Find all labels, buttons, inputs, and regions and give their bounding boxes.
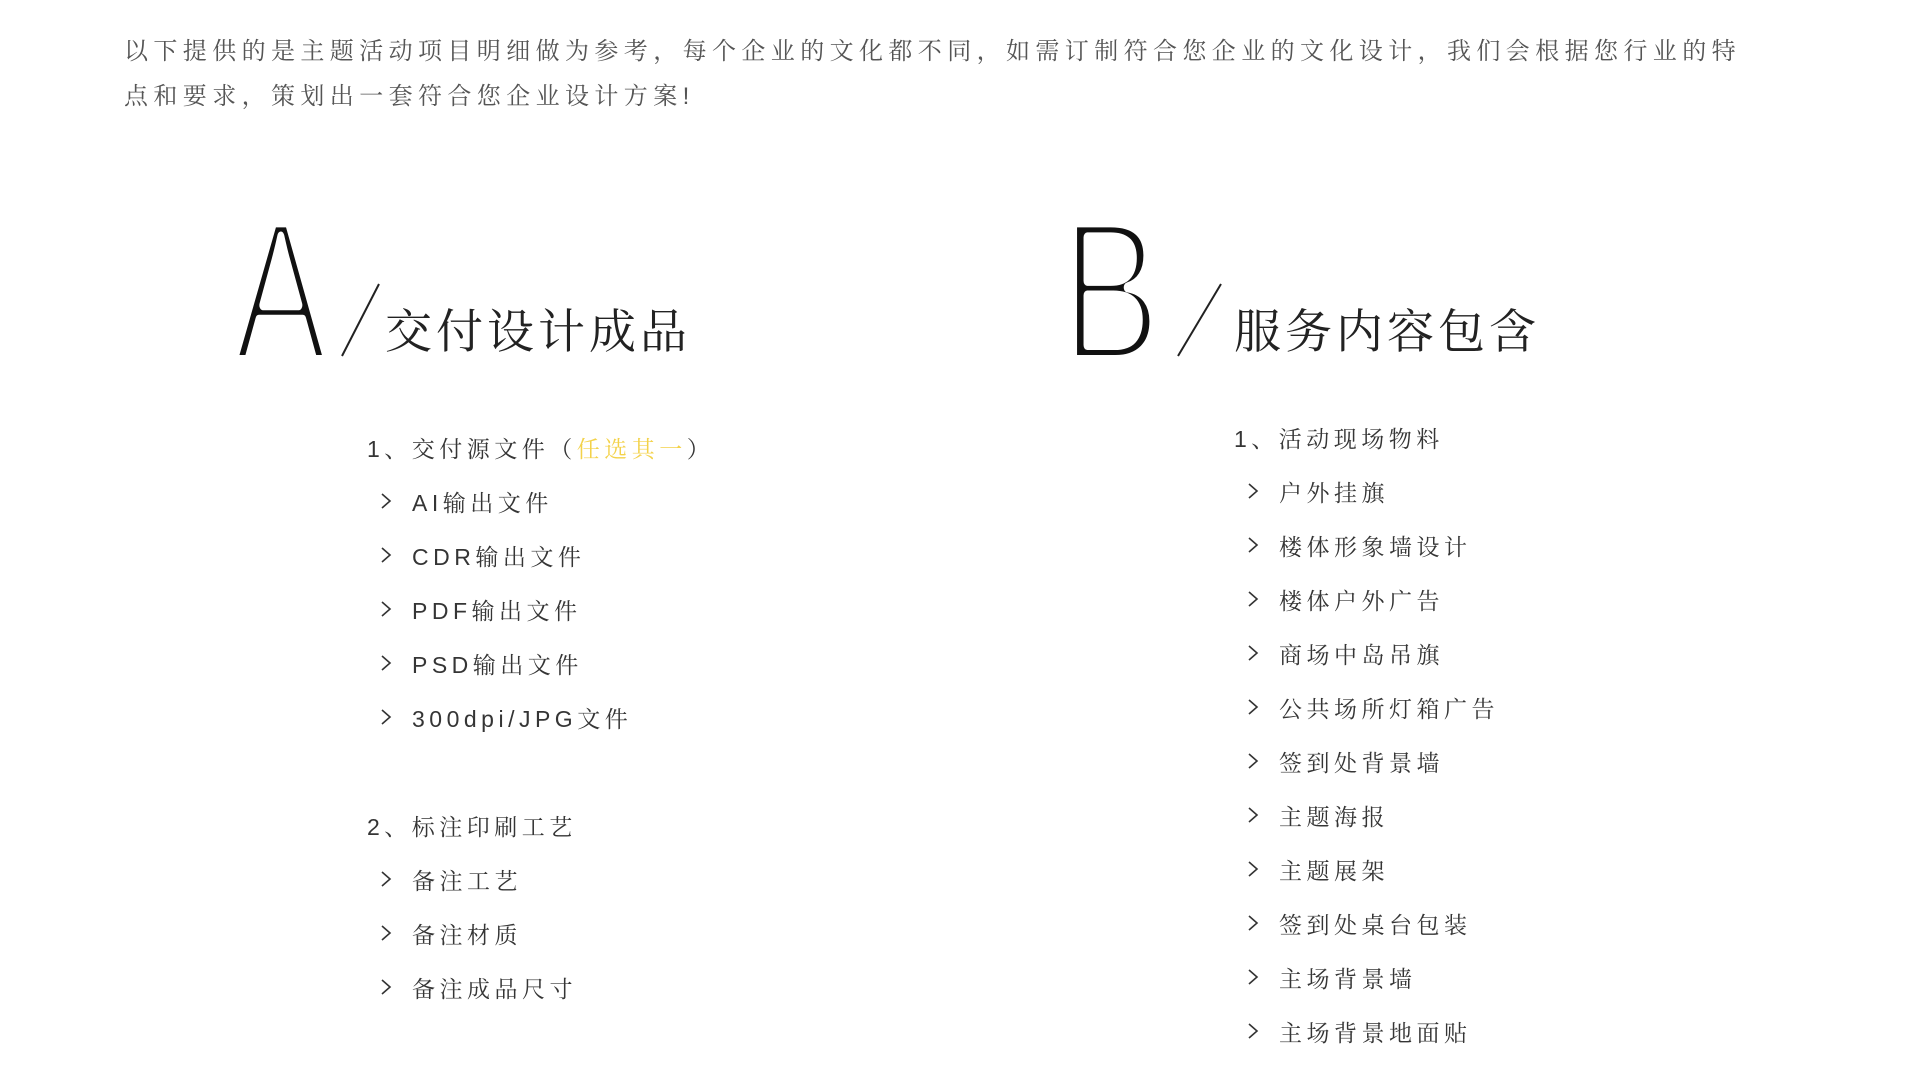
list-item-label: 主题海报 (1279, 803, 1389, 830)
chevron-right-icon (380, 978, 392, 996)
list-item (1234, 896, 1499, 950)
list-item (1234, 626, 1499, 680)
chevron-right-icon (380, 492, 392, 510)
list-item-label: 主场背景地面贴 (1279, 1019, 1472, 1046)
chevron-right-icon (1247, 644, 1259, 662)
list-item (1234, 788, 1499, 842)
chevron-right-icon (1247, 914, 1259, 932)
list-item (367, 960, 714, 1014)
list-item (367, 636, 714, 690)
list-item-label: 备注材质 (412, 921, 522, 948)
chevron-right-icon (380, 870, 392, 888)
list-item (367, 906, 714, 960)
list-item (367, 582, 714, 636)
list-item-label: AI输出文件 (412, 489, 553, 516)
section-a-list (367, 420, 714, 1014)
chevron-right-icon (380, 546, 392, 564)
list-item (1234, 950, 1499, 1004)
chevron-right-icon (380, 654, 392, 672)
chevron-right-icon (1247, 698, 1259, 716)
section-b-title: 服务内容包含 (1234, 305, 1540, 358)
note-open-paren: （ (549, 435, 577, 462)
list-item-label: 楼体形象墙设计 (1279, 533, 1472, 560)
list-item-label: 备注成品尺寸 (412, 975, 577, 1002)
group-heading (1234, 410, 1499, 464)
group-heading-text: 2、标注印刷工艺 (367, 813, 577, 840)
list-item (1234, 1004, 1499, 1058)
list-item (1234, 572, 1499, 626)
chevron-right-icon (1247, 752, 1259, 770)
group-heading (367, 798, 714, 852)
list-item (367, 690, 714, 744)
group-heading (367, 420, 714, 474)
list-item-label: 签到处桌台包装 (1279, 911, 1472, 938)
chevron-right-icon (1247, 536, 1259, 554)
list-item (367, 528, 714, 582)
list-item-label: 签到处背景墙 (1279, 749, 1444, 776)
list-item-label: 户外挂旗 (1279, 479, 1389, 506)
list-item (367, 852, 714, 906)
list-item-label: 主题展架 (1279, 857, 1389, 884)
chevron-right-icon (1247, 590, 1259, 608)
list-item (1234, 464, 1499, 518)
chevron-right-icon (380, 600, 392, 618)
chevron-right-icon (1247, 482, 1259, 500)
section-a-slash (342, 284, 379, 356)
list-item-label: PDF输出文件 (412, 597, 582, 624)
list-item (1234, 680, 1499, 734)
section-b-list (1234, 410, 1499, 1058)
list-item (367, 474, 714, 528)
highlight-note: 任选其一 (576, 435, 687, 462)
list-item-label: 300dpi/JPG文件 (412, 705, 633, 732)
chevron-right-icon (380, 924, 392, 942)
list-item (1234, 518, 1499, 572)
chevron-right-icon (1247, 860, 1259, 878)
list-item-label: 楼体户外广告 (1279, 587, 1444, 614)
list-item-label: 公共场所灯箱广告 (1279, 695, 1499, 722)
intro-line-1: 以下提供的是主题活动项目明细做为参考，每个企业的文化都不同，如需订制符合您企业的文化设计，我们会根据您行业的特 (124, 38, 1741, 65)
chevron-right-icon (1247, 968, 1259, 986)
list-item (1234, 734, 1499, 788)
group-heading-text: 1、活动现场物料 (1234, 425, 1444, 452)
list-item (1234, 842, 1499, 896)
group-heading-text: 1、交付源文件 (367, 435, 550, 462)
list-item-label: 主场背景墙 (1279, 965, 1417, 992)
section-b-letter: B (1061, 180, 1162, 403)
note-close-paren: ） (686, 435, 715, 462)
intro-line-2: 点和要求，策划出一套符合您企业设计方案! (124, 83, 695, 110)
list-item-label: 商场中岛吊旗 (1279, 641, 1444, 668)
group-print-process (367, 798, 714, 1014)
list-item-label: PSD输出文件 (412, 651, 583, 678)
intro-paragraph (124, 29, 1741, 119)
section-a-letter: A (234, 179, 328, 403)
list-item-label: CDR输出文件 (412, 543, 586, 570)
group-event-materials (1234, 410, 1499, 1058)
group-source-files (367, 420, 714, 744)
chevron-right-icon (380, 708, 392, 726)
list-item-label: 备注工艺 (412, 867, 522, 894)
chevron-right-icon (1247, 1022, 1259, 1040)
section-b-slash (1178, 284, 1221, 356)
chevron-right-icon (1247, 806, 1259, 824)
section-a-title: 交付设计成品 (385, 305, 691, 358)
